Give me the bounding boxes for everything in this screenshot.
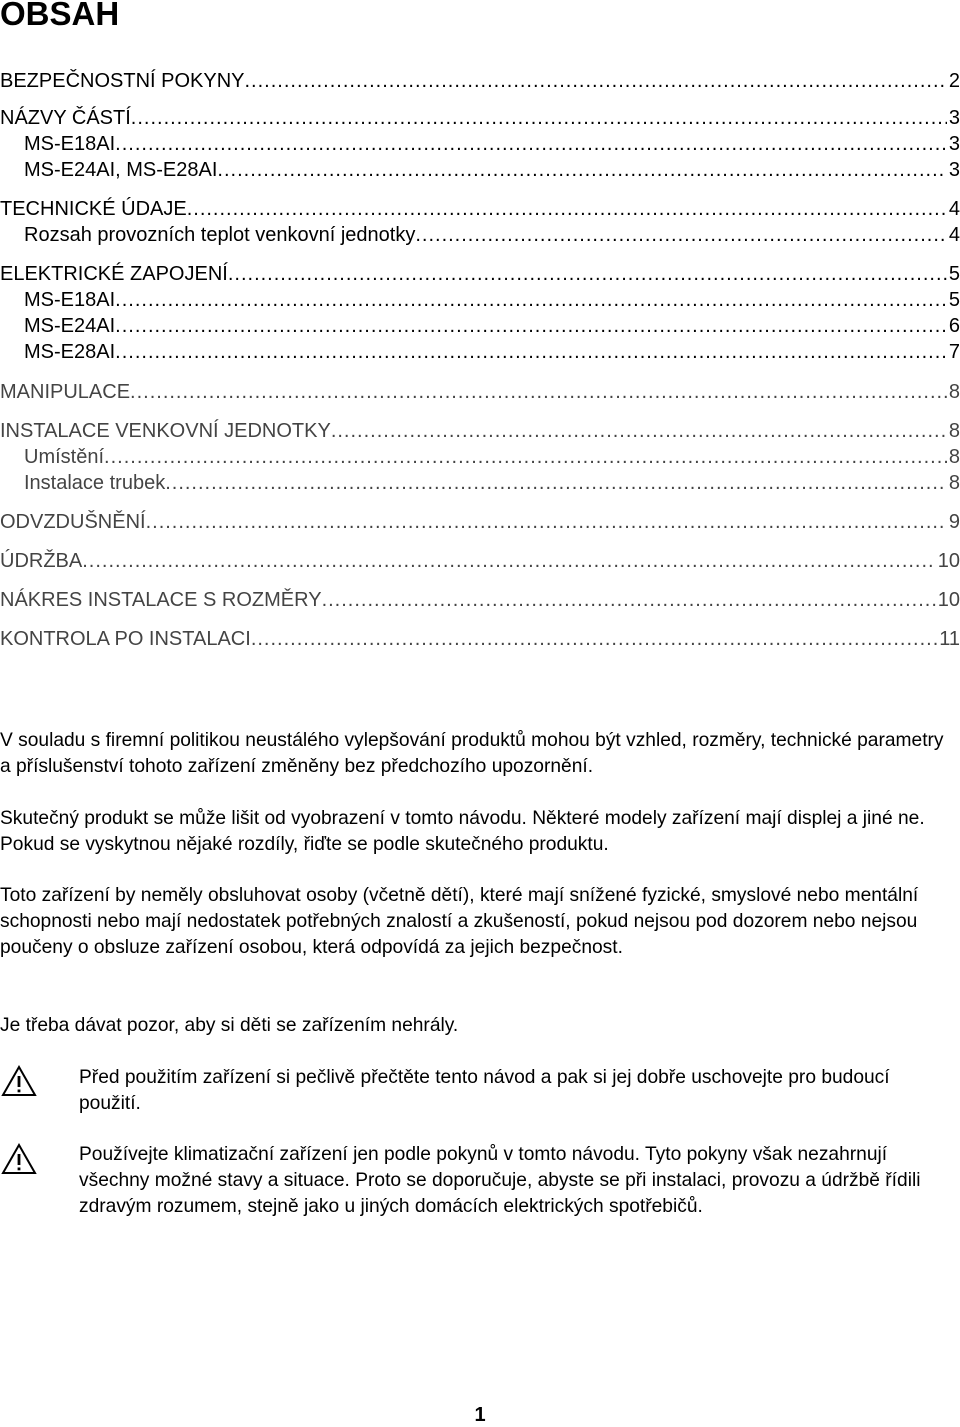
toc-entry[interactable] — [0, 379, 960, 405]
toc-leader-dots — [165, 470, 947, 496]
toc-entry-page: 7 — [948, 341, 960, 363]
warning-triangle-icon — [1, 1065, 37, 1097]
toc-entry-label: ELEKTRICKÉ ZAPOJENÍ — [0, 263, 228, 285]
warning-triangle-icon — [1, 1143, 37, 1175]
toc-entry[interactable] — [0, 626, 960, 652]
toc-entry-page: 3 — [948, 133, 960, 155]
toc-leader-dots — [217, 157, 946, 183]
toc-entry-page: 4 — [948, 198, 960, 220]
toc-entry[interactable] — [0, 68, 960, 94]
toc-entry-label: ODVZDUŠNĚNÍ — [0, 511, 146, 533]
toc-leader-dots — [331, 418, 947, 444]
toc-leader-dots — [104, 444, 947, 470]
toc-entry-page: 9 — [948, 511, 960, 533]
toc-entry[interactable] — [0, 444, 960, 470]
toc-entry[interactable] — [0, 418, 960, 444]
toc-entry-page: 2 — [948, 70, 960, 92]
toc-entry[interactable] — [0, 339, 960, 365]
toc-leader-dots — [115, 339, 947, 365]
toc-leader-dots — [322, 587, 936, 613]
notice-paragraph: Toto zařízení by neměly obsluhovat osoby (včetně dětí), které mají snížené fyzické, smyslové nebo mentální schopnosti nebo mají nedostatek potřebných znalostí a zkušeností, pokud nejsou pod dozorem nebo nejsou poučeny o obsluze zařízení osobou, která odpovídá za jejich bezpečnost. — [0, 885, 919, 958]
toc-entry[interactable] — [0, 131, 960, 157]
toc-entry-label: TECHNICKÉ ÚDAJE — [0, 198, 187, 220]
toc-entry-label: MS-E28AI — [24, 341, 116, 363]
toc-entry[interactable] — [0, 548, 960, 574]
toc-leader-dots — [82, 548, 936, 574]
page-title: OBSAH — [0, 0, 120, 32]
toc-leader-dots — [115, 131, 947, 157]
toc-entry-page: 8 — [948, 381, 960, 403]
toc-entry[interactable] — [0, 105, 960, 131]
toc-entry-page: 6 — [948, 315, 960, 337]
toc-entry[interactable] — [0, 509, 960, 535]
toc-entry-page: 5 — [948, 263, 960, 285]
toc-entry-label: INSTALACE VENKOVNÍ JEDNOTKY — [0, 420, 331, 442]
toc-entry-page: 11 — [939, 628, 960, 650]
toc-entry-label: BEZPEČNOSTNÍ POKYNY — [0, 70, 245, 92]
toc-entry-label: Instalace trubek — [24, 472, 166, 494]
toc-entry-label: KONTROLA PO INSTALACI — [0, 628, 251, 650]
toc-leader-dots — [115, 313, 947, 339]
toc-leader-dots — [251, 626, 937, 652]
toc-entry-page: 5 — [948, 289, 960, 311]
toc-leader-dots — [245, 68, 947, 94]
warning-text: Používejte klimatizační zařízení jen podle pokynů v tomto návodu. Tyto pokyny však nezahrnují všechny možné stavy a situace. Proto se doporučuje, abyste se při instalaci, provozu a údržbě řídili zdravým rozumem, stejně jako u jiných domácích elektrických spotřebičů. — [79, 1144, 921, 1217]
toc-entry-page: 8 — [948, 420, 960, 442]
toc-entry-page: 8 — [948, 446, 960, 468]
toc-entry-label: Umístění — [24, 446, 105, 468]
toc-entry-page: 10 — [937, 589, 960, 611]
toc-entry-page: 3 — [948, 107, 960, 129]
toc-entry-page: 10 — [937, 550, 960, 572]
toc-leader-dots — [115, 287, 947, 313]
toc-entry[interactable] — [0, 261, 960, 287]
notice-paragraph: Skutečný produkt se může lišit od vyobrazení v tomto návodu. Některé modely zařízení mají displej a jiné ne. Pokud se vyskytnou nějaké rozdíly, řiďte se podle skutečného produktu. — [0, 808, 925, 855]
toc-entry[interactable] — [0, 222, 960, 248]
toc-entry-label: NÁZVY ČÁSTÍ — [0, 107, 131, 129]
toc-entry-page: 4 — [948, 224, 960, 246]
toc-entry[interactable] — [0, 587, 960, 613]
toc-entry-label: MS-E18AI — [24, 289, 116, 311]
toc-entry-label: Rozsah provozních teplot venkovní jednotky — [24, 224, 416, 246]
toc-leader-dots — [228, 261, 947, 287]
toc-entry[interactable] — [0, 157, 960, 183]
warning-text: Před použitím zařízení si pečlivě přečtěte tento návod a pak si jej dobře uschovejte pro budoucí použití. — [79, 1067, 890, 1114]
toc-leader-dots — [415, 222, 947, 248]
toc-entry-label: NÁKRES INSTALACE S ROZMĚRY — [0, 589, 322, 611]
toc-entry-label: MS-E24AI — [24, 315, 116, 337]
toc-leader-dots — [146, 509, 947, 535]
toc-entry[interactable] — [0, 287, 960, 313]
toc-entry[interactable] — [0, 313, 960, 339]
toc-entry-label: ÚDRŽBA — [0, 550, 83, 572]
toc-entry[interactable] — [0, 196, 960, 222]
notice-paragraph: V souladu s firemní politikou neustálého vylepšování produktů mohou být vzhled, rozměry, technické parametry a příslušenství tohoto zařízení změněny bez předchozího upozornění. — [0, 730, 944, 777]
toc-entry[interactable] — [0, 470, 960, 496]
toc-leader-dots — [131, 105, 947, 131]
toc-leader-dots — [187, 196, 947, 222]
toc-entry-page: 3 — [948, 159, 960, 181]
notice-paragraph: Je třeba dávat pozor, aby si děti se zařízením nehrály. — [0, 1015, 459, 1036]
toc-entry-label: MS-E24AI, MS-E28AI — [24, 159, 218, 181]
toc-entry-page: 8 — [948, 472, 960, 494]
page-number: 1 — [474, 1404, 486, 1426]
toc-entry-label: MANIPULACE — [0, 381, 131, 403]
toc-entry-label: MS-E18AI — [24, 133, 116, 155]
toc-leader-dots — [130, 379, 947, 405]
